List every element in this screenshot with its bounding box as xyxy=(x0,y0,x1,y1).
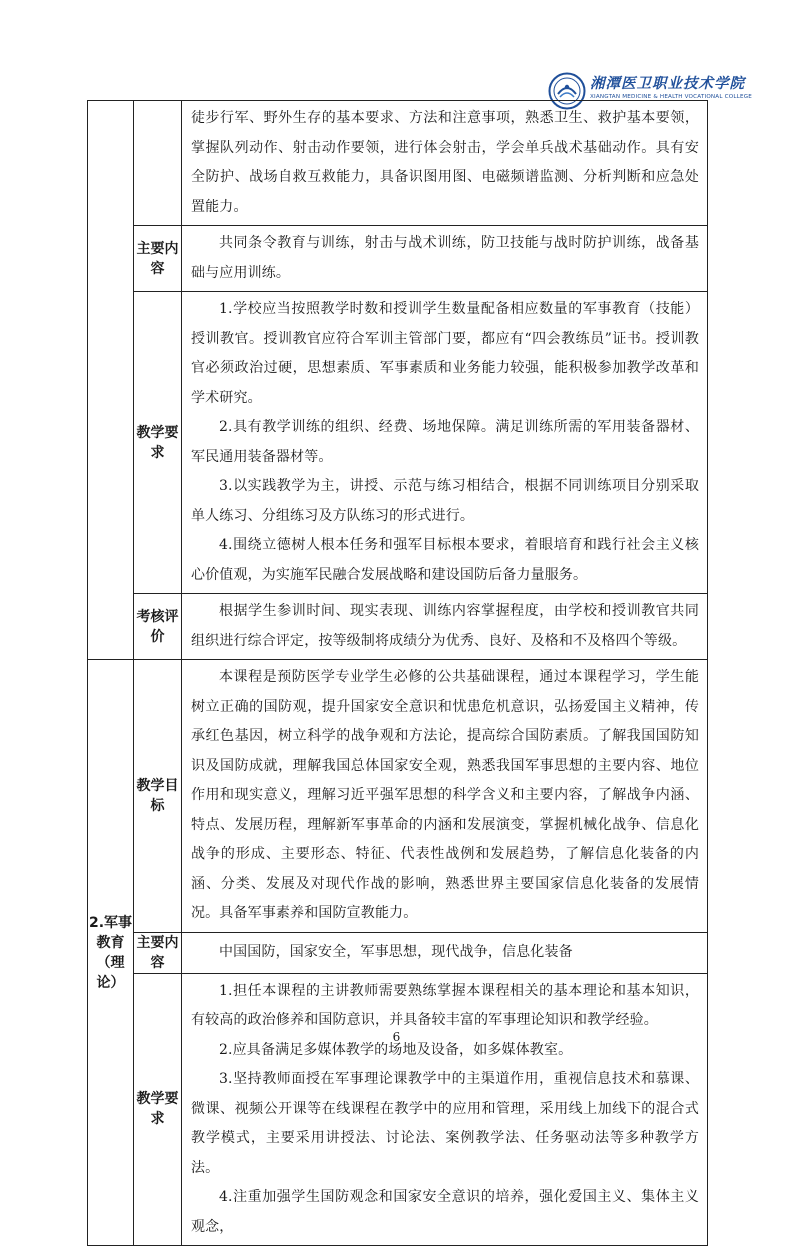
page-number: 6 xyxy=(392,1030,401,1044)
main-content-text: 共同条令教育与训练，射击与战术训练，防卫技能与战时防护训练，战备基础与应用训练。 xyxy=(191,235,699,281)
school-name-cn: 湘潭医卫职业技术学院 xyxy=(590,75,745,92)
content-cell xyxy=(182,932,708,973)
main-content-text: 中国国防，国家安全，军事思想，现代战争，信息化装备 xyxy=(219,943,573,960)
content-cell xyxy=(182,101,708,226)
requirement-item: 2.应具备满足多媒体教学的场地及设备，如多媒体教室。 xyxy=(219,1041,573,1058)
requirement-item: 2.具有教学训练的组织、经费、场地保障。满足训练所需的军用装备器材、军民通用装备器材等。 xyxy=(191,419,699,465)
table-row xyxy=(88,594,708,660)
requirement-item: 3.坚持教师面授在军事理论课教学中的主渠道作用，重视信息技术和慕课、微课、视频公开课等在线课程在教学中的应用和管理，采用线上加线下的混合式教学模式，主要采用讲授法、讨论法、案例教学法、任务驱动法等多种教学方法。 xyxy=(191,1071,699,1176)
main-content-label: 主要内容 xyxy=(134,932,182,973)
table-row xyxy=(88,226,708,292)
teaching-goal-label: 教学目标 xyxy=(134,660,182,933)
requirement-item: 1.学校应当按照教学时数和授训学生数量配备相应数量的军事教育（技能）授训教官。授训教官应符合军训主管部门要，都应有“四会教练员”证书。授训教官必须政治过硬，思想素质、军事素质和业务能力较强，能积极参加教学改革和学术研究。 xyxy=(191,301,699,406)
requirement-item: 1.担任本课程的主讲教师需要熟练掌握本课程相关的基本理论和基本知识，有较高的政治修养和国防意识，并具备较丰富的军事理论知识和教学经验。 xyxy=(191,982,699,1028)
assessment-label: 考核评价 xyxy=(134,594,182,660)
content-cell xyxy=(182,226,708,292)
table-row xyxy=(88,932,708,973)
table-row xyxy=(88,660,708,933)
assessment-text: 根据学生参训时间、现实表现、训练内容掌握程度，由学校和授训教官共同组织进行综合评定，按等级制将成绩分为优秀、良好、及格和不及格四个等级。 xyxy=(191,603,699,649)
table-row xyxy=(88,101,708,226)
label-cell-empty xyxy=(134,101,182,226)
category-military-theory: 2.军事教育（理论） xyxy=(88,660,134,1246)
table-row xyxy=(88,973,708,1246)
curriculum-table xyxy=(87,100,708,1246)
main-content-label: 主要内容 xyxy=(134,226,182,292)
requirement-item: 4.围绕立德树人根本任务和强军目标根本要求，着眼培育和践行社会主义核心价值观，为实施军民融合发展战略和建设国防后备力量服务。 xyxy=(191,537,699,583)
table-row xyxy=(88,292,708,594)
content-cell xyxy=(182,594,708,660)
content-cell xyxy=(182,660,708,933)
content-cell xyxy=(182,292,708,594)
teaching-goal-text: 本课程是预防医学专业学生必修的公共基础课程，通过本课程学习，学生能树立正确的国防观，提升国家安全意识和忧患危机意识，弘扬爱国主义精神，传承红色基因，树立科学的战争观和方法论，提高综合国防素质。了解我国国防知识及国防成就，理解我国总体国家安全观，熟悉我国军事思想的主要内容、地位作用和现实意义，理解习近平强军思想的科学含义和主要内容，了解战争内涵、特点、发展历程，理解新军事革命的内涵和发展演变，掌握机械化战争、信息化战争的形成、主要形态、特征、代表性战例和发展趋势，了解信息化装备的内涵、分类、发展及对现代作战的影响，熟悉世界主要国家信息化装备的发展情况。具备军事素养和国防宣教能力。 xyxy=(191,669,699,921)
school-name-en: XIANGTAN MEDICINE & HEALTH VOCATIONAL COLLEGE xyxy=(590,94,752,100)
requirement-item: 3.以实践教学为主，讲授、示范与练习相结合，根据不同训练项目分别采取单人练习、分组练习及方队练习的形式进行。 xyxy=(191,478,699,524)
category-cell-1 xyxy=(88,101,134,660)
teaching-requirements-label: 教学要求 xyxy=(134,973,182,1246)
requirement-item: 4.注重加强学生国防观念和国家安全意识的培养，强化爱国主义、集体主义观念， xyxy=(191,1189,699,1235)
teaching-requirements-label: 教学要求 xyxy=(134,292,182,594)
continued-training-text: 徒步行军、野外生存的基本要求、方法和注意事项，熟悉卫生、救护基本要领，掌握队列动作、射击动作要领，进行体会射击，学会单兵战术基础动作。具有安全防护、战场自救互救能力，具备识图用图、电磁频谱监测、分析判断和应急处置能力。 xyxy=(191,110,699,215)
content-cell xyxy=(182,973,708,1246)
